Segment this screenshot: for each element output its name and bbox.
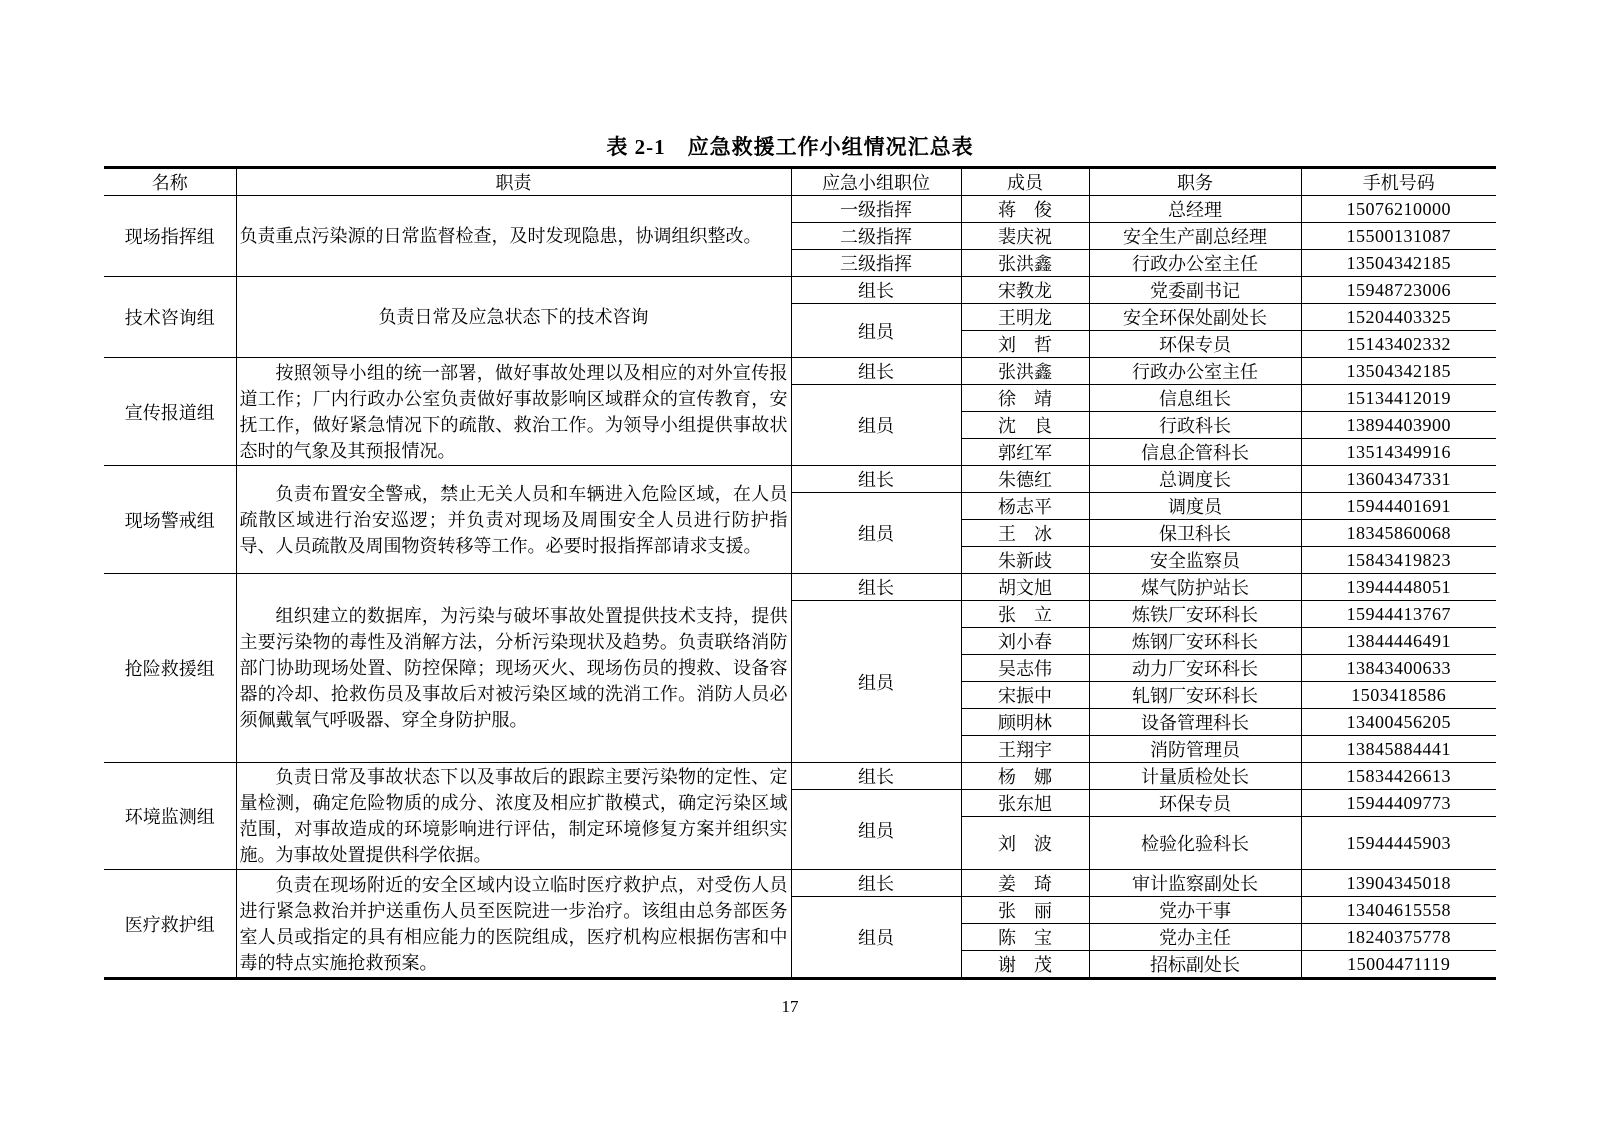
summary-table [104,166,1496,980]
member-name-cell: 王翔宇 [961,736,1089,763]
member-name-cell: 王 冰 [961,520,1089,547]
member-name-cell: 张洪鑫 [961,358,1089,385]
member-phone-cell: 13404615558 [1301,897,1496,924]
member-title-cell: 调度员 [1089,493,1301,520]
member-phone-cell: 13894403900 [1301,412,1496,439]
member-title-cell: 党办主任 [1089,924,1301,951]
member-name-cell: 王明龙 [961,304,1089,331]
member-phone-cell: 15500131087 [1301,223,1496,250]
table-row [104,870,1496,897]
member-phone-cell: 13843400633 [1301,655,1496,682]
position-cell: 组员 [791,897,961,979]
group-duty-cell: 负责布置安全警戒，禁止无关人员和车辆进入危险区域，在人员疏散区域进行治安巡逻；并负责对现场及周围安全人员进行防护指导、人员疏散及周围物资转移等工作。必要时报指挥部请求支援。 [236,466,791,574]
group-duty-cell: 负责重点污染源的日常监督检查，及时发现隐患，协调组织整改。 [236,196,791,277]
member-title-cell: 行政办公室主任 [1089,250,1301,277]
member-title-cell: 炼铁厂安环科长 [1089,601,1301,628]
position-cell: 组长 [791,277,961,304]
header-row [104,168,1496,196]
table-row [104,358,1496,385]
group-duty-cell: 负责日常及应急状态下的技术咨询 [236,277,791,358]
member-name-cell: 陈 宝 [961,924,1089,951]
position-cell: 组员 [791,493,961,574]
member-title-cell: 计量质检处长 [1089,763,1301,790]
member-name-cell: 杨志平 [961,493,1089,520]
group-name-cell: 宣传报道组 [104,358,236,466]
member-phone-cell: 15944413767 [1301,601,1496,628]
member-phone-cell: 13504342185 [1301,358,1496,385]
member-phone-cell: 15204403325 [1301,304,1496,331]
member-title-cell: 信息组长 [1089,385,1301,412]
member-title-cell: 保卫科长 [1089,520,1301,547]
group-name-cell: 环境监测组 [104,763,236,870]
table-row [104,574,1496,601]
position-cell: 三级指挥 [791,250,961,277]
member-title-cell: 动力厂安环科长 [1089,655,1301,682]
member-title-cell: 设备管理科长 [1089,709,1301,736]
member-name-cell: 蒋 俊 [961,196,1089,223]
member-title-cell: 煤气防护站长 [1089,574,1301,601]
group-duty-cell: 按照领导小组的统一部署，做好事故处理以及相应的对外宣传报道工作；厂内行政办公室负责做好事故影响区域群众的宣传教育，安抚工作，做好紧急情况下的疏散、救治工作。为领导小组提供事故状态时的气象及其预报情况。 [236,358,791,466]
member-title-cell: 环保专员 [1089,331,1301,358]
position-cell: 组员 [791,304,961,358]
member-title-cell: 消防管理员 [1089,736,1301,763]
header-cell-position: 应急小组职位 [791,168,961,196]
group-duty-cell: 组织建立的数据库，为污染与破坏事故处置提供技术支持，提供主要污染物的毒性及消解方法，分析污染现状及趋势。负责联络消防部门协助现场处置、防控保障；现场灭火、现场伤员的搜救、设备容器的冷却、抢救伤员及事故后对被污染区域的洗消工作。消防人员必须佩戴氧气呼吸器、穿全身防护服。 [236,574,791,763]
member-title-cell: 轧钢厂安环科长 [1089,682,1301,709]
member-title-cell: 党委副书记 [1089,277,1301,304]
member-name-cell: 刘 波 [961,817,1089,870]
group-name-cell: 医疗救护组 [104,870,236,979]
member-title-cell: 总经理 [1089,196,1301,223]
group-name-cell: 现场警戒组 [104,466,236,574]
position-cell: 组长 [791,358,961,385]
member-phone-cell: 15944401691 [1301,493,1496,520]
member-phone-cell: 1503418586 [1301,682,1496,709]
header-cell-member: 成员 [961,168,1089,196]
member-title-cell: 行政科长 [1089,412,1301,439]
group-name-cell: 现场指挥组 [104,196,236,277]
member-name-cell: 朱德红 [961,466,1089,493]
member-name-cell: 张东旭 [961,790,1089,817]
member-name-cell: 徐 靖 [961,385,1089,412]
table-row [104,196,1496,223]
table-row [104,466,1496,493]
member-title-cell: 党办干事 [1089,897,1301,924]
position-cell: 组长 [791,466,961,493]
member-phone-cell: 13504342185 [1301,250,1496,277]
position-cell: 组长 [791,763,961,790]
header-cell-name: 名称 [104,168,236,196]
member-phone-cell: 13604347331 [1301,466,1496,493]
member-phone-cell: 15076210000 [1301,196,1496,223]
group-name-cell: 技术咨询组 [104,277,236,358]
table-body [104,196,1496,979]
member-name-cell: 杨 娜 [961,763,1089,790]
table-row [104,763,1496,790]
table-title: 表 2-1 应急救援工作小组情况汇总表 [606,135,974,159]
group-name-cell: 抢险救援组 [104,574,236,763]
member-title-cell: 检验化验科长 [1089,817,1301,870]
position-cell: 组长 [791,870,961,897]
member-name-cell: 谢 茂 [961,951,1089,979]
member-title-cell: 安全环保处副处长 [1089,304,1301,331]
position-cell: 组长 [791,574,961,601]
position-cell: 组员 [791,790,961,870]
member-name-cell: 沈 良 [961,412,1089,439]
member-phone-cell: 18345860068 [1301,520,1496,547]
member-title-cell: 招标副处长 [1089,951,1301,979]
member-title-cell: 环保专员 [1089,790,1301,817]
member-phone-cell: 15834426613 [1301,763,1496,790]
table-row [104,277,1496,304]
member-name-cell: 朱新歧 [961,547,1089,574]
member-name-cell: 宋振中 [961,682,1089,709]
member-name-cell: 裴庆祝 [961,223,1089,250]
member-phone-cell: 15944409773 [1301,790,1496,817]
member-name-cell: 胡文旭 [961,574,1089,601]
member-phone-cell: 13944448051 [1301,574,1496,601]
member-phone-cell: 13845884441 [1301,736,1496,763]
member-phone-cell: 13400456205 [1301,709,1496,736]
member-phone-cell: 15944445903 [1301,817,1496,870]
member-phone-cell: 13514349916 [1301,439,1496,466]
member-name-cell: 张洪鑫 [961,250,1089,277]
position-cell: 一级指挥 [791,196,961,223]
member-phone-cell: 15843419823 [1301,547,1496,574]
member-phone-cell: 15143402332 [1301,331,1496,358]
member-name-cell: 顾明林 [961,709,1089,736]
position-cell: 二级指挥 [791,223,961,250]
member-phone-cell: 13844446491 [1301,628,1496,655]
member-name-cell: 吴志伟 [961,655,1089,682]
member-name-cell: 刘小春 [961,628,1089,655]
position-cell: 组员 [791,385,961,466]
member-name-cell: 刘 哲 [961,331,1089,358]
member-phone-cell: 18240375778 [1301,924,1496,951]
member-title-cell: 审计监察副处长 [1089,870,1301,897]
member-title-cell: 信息企管科长 [1089,439,1301,466]
member-title-cell: 总调度长 [1089,466,1301,493]
member-title-cell: 炼钢厂安环科长 [1089,628,1301,655]
member-title-cell: 安全监察员 [1089,547,1301,574]
member-title-cell: 安全生产副总经理 [1089,223,1301,250]
member-name-cell: 张 立 [961,601,1089,628]
table-header [104,168,1496,196]
member-phone-cell: 15004471119 [1301,951,1496,979]
position-cell: 组员 [791,601,961,763]
member-name-cell: 郭红军 [961,439,1089,466]
member-phone-cell: 13904345018 [1301,870,1496,897]
header-cell-duty: 职责 [236,168,791,196]
member-name-cell: 宋教龙 [961,277,1089,304]
member-phone-cell: 15134412019 [1301,385,1496,412]
header-cell-title: 职务 [1089,168,1301,196]
group-duty-cell: 负责在现场附近的安全区域内设立临时医疗救护点，对受伤人员进行紧急救治并护送重伤人员至医院进一步治疗。该组由总务部医务室人员或指定的具有相应能力的医院组成，医疗机构应根据伤害和中毒的特点实施抢救预案。 [236,870,791,979]
member-title-cell: 行政办公室主任 [1089,358,1301,385]
member-name-cell: 张 丽 [961,897,1089,924]
group-duty-cell: 负责日常及事故状态下以及事故后的跟踪主要污染物的定性、定量检测，确定危险物质的成分、浓度及相应扩散模式，确定污染区域范围，对事故造成的环境影响进行评估，制定环境修复方案并组织实施。为事故处置提供科学依据。 [236,763,791,870]
header-cell-phone: 手机号码 [1301,168,1496,196]
member-phone-cell: 15948723006 [1301,277,1496,304]
page-number: 17 [781,997,799,1016]
member-name-cell: 姜 琦 [961,870,1089,897]
